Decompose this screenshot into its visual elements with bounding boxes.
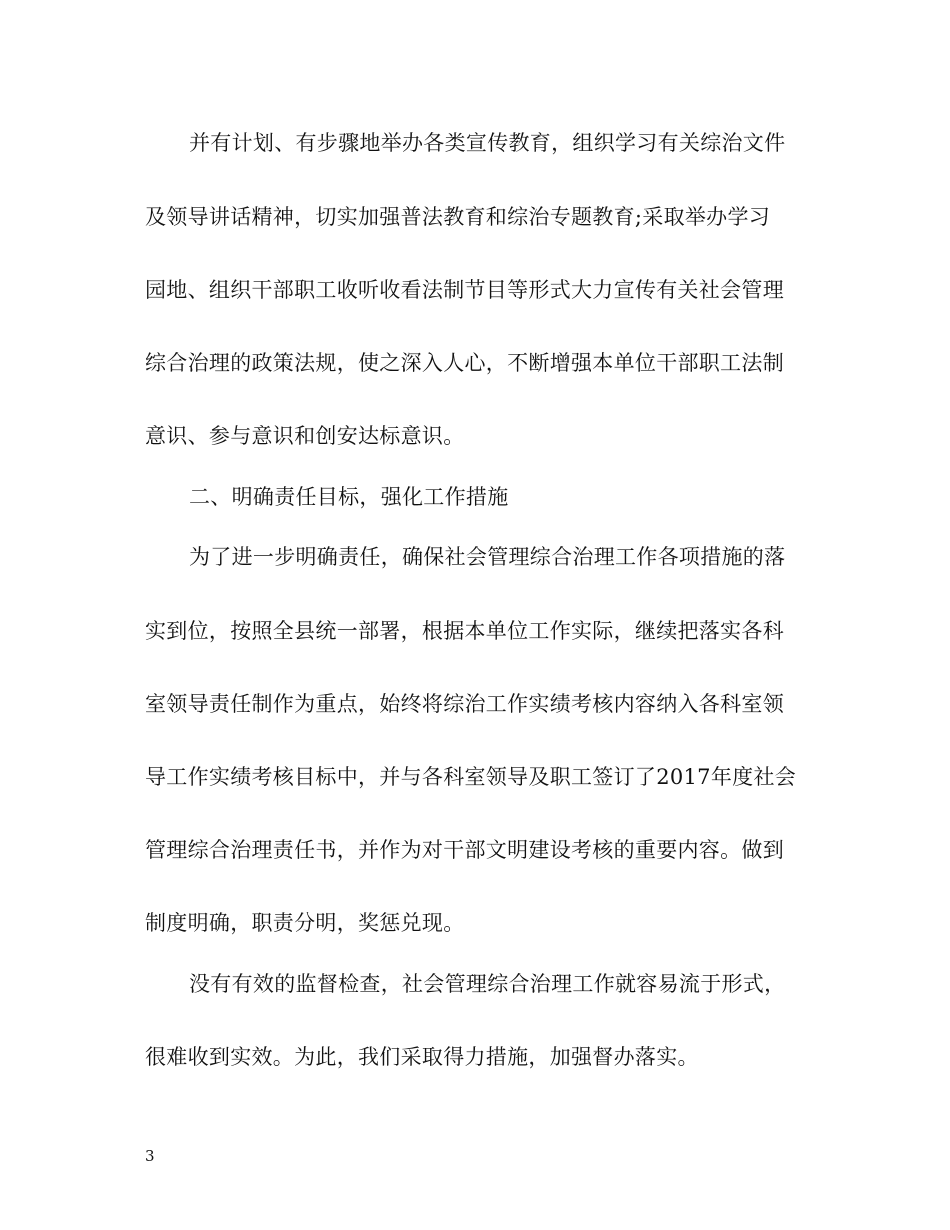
- text-line: 为了进一步明确责任，确保社会管理综合治理工作各项措施的落: [189, 545, 786, 569]
- text-line: 意识、参与意识和创安达标意识。: [145, 424, 465, 448]
- text-line: 很难收到实效。为此，我们采取得力措施，加强督办落实。: [145, 1045, 699, 1069]
- text-line: 管理综合治理责任书，并作为对干部文明建设考核的重要内容。做到: [145, 838, 784, 862]
- page-number: 3: [145, 1147, 155, 1165]
- text-line: 实到位，按照全县统一部署，根据本单位工作实际，继续把落实各科: [145, 619, 784, 643]
- text-line: 综合治理的政策法规，使之深入人心，不断增强本单位干部职工法制: [145, 351, 784, 375]
- text-line: 室领导责任制作为重点，始终将综治工作实绩考核内容纳入各科室领: [145, 692, 784, 716]
- section-heading: 二、明确责任目标，强化工作措施: [189, 485, 509, 509]
- text-line: 园地、组织干部职工收听收看法制节目等形式大力宣传有关社会管理: [145, 278, 784, 302]
- text-line: 制度明确，职责分明，奖惩兑现。: [145, 911, 465, 935]
- text-line: 没有有效的监督检查，社会管理综合治理工作就容易流于形式，: [189, 972, 786, 996]
- text-line: 并有计划、有步骤地举办各类宣传教育，组织学习有关综治文件: [189, 131, 786, 155]
- text-line: 导工作实绩考核目标中，并与各科室领导及职工签订了2017年度社会: [145, 765, 797, 789]
- text-line: 及领导讲话精神，切实加强普法教育和综治专题教育;采取举办学习: [145, 205, 771, 229]
